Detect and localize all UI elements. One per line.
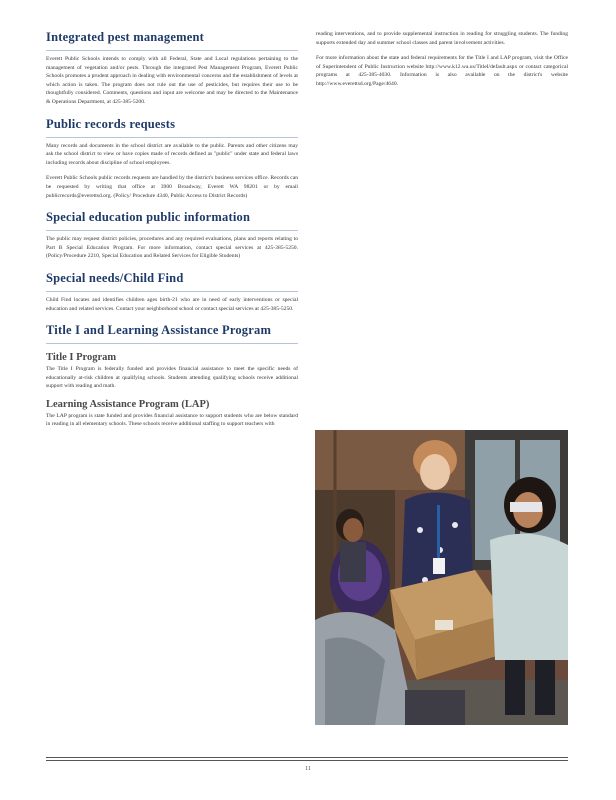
section-paragraph: Many records and documents in the school district are available to the public. Parents and other citizens may ask the school district to view or have copies made of records defined as "public" under state and federal laws including records about discipline of school employees.: [46, 142, 298, 166]
footer-rule: [46, 757, 568, 758]
subsection-heading: Learning Assistance Program (LAP): [46, 398, 210, 410]
section-paragraph: Everett Public Schools intends to comply with all Federal, State and Local regulations pertaining to the management of vegetation and/or pests. Through the integrated Pest Management Program, Everett Public Schools promotes a prudent approach in dealing with environmental concerns and the establishment of levels at which action is taken. The program does not rule out the use of pesticides, but requires their use to be thoughtfully considered. Comments, questions and input are welcome and may be directed to the Maintenance & Operations Department, at 425-385-5200.: [46, 56, 298, 105]
section-paragraph: Everett Public Schools public records requests are handled by the district's business services office. Records can be requested by writing that office at 3900 Broadway, Everett WA 98201 or by email publicrecords@everettsd.org. (Policy/ Procedure 4340, Public Access to District Records): [46, 175, 298, 199]
section-title-i-lap: [46, 323, 298, 429]
section-paragraph: Child Find locates and identifies children ages birth-21 who are in need of early interventions or special education and related services. Contact your neighborhood school or contact special services at 425-385-5250.: [46, 296, 298, 312]
section-paragraph: The LAP program is state funded and provides financial assistance to support students who are below standard in reading in all elementary schools. These schools receive additional staffing to support teachers with: [46, 412, 298, 428]
section-special-education: [46, 210, 298, 261]
students-photo: [315, 430, 568, 725]
section-paragraph: The public may request district policies, procedures and any required evaluations, plans and reports relating to Part B Special Education Program. For more information, contact special services at 425-385-5250. (Policy/Procedure 2210, Special Education and Related Services for Eligible Students): [46, 236, 298, 260]
section-heading: Title I and Learning Assistance Program: [46, 323, 298, 344]
section-paragraph: For more information about the state and federal requirements for the Title I and LAP program, visit the Office of Superintendent of Public Instruction website http://www.k12.wa.us/TitleI/default.aspx or contact categorical programs at 425-385-4030. Information is also available on the district's website http://www.everettsd.org/Page/4640.: [316, 55, 568, 87]
section-paragraph: The Title I Program is federally funded and provides financial assistance to meet the specific needs of educationally at-risk children at qualifying schools. Students attending qualifying schools receive additional support with reading and math.: [46, 366, 298, 390]
section-heading: Public records requests: [46, 117, 298, 138]
section-paragraph: reading interventions, and to provide supplemental instruction in reading for struggling students. The funding supports extended day and summer school classes and parent involvement activities.: [316, 31, 568, 46]
subsection-heading: Title I Program: [46, 352, 117, 364]
footer-rule: [46, 760, 568, 761]
left-column: [46, 30, 298, 439]
section-heading: Special education public information: [46, 210, 298, 231]
section-child-find: [46, 271, 298, 313]
section-public-records: [46, 117, 298, 201]
right-column: [316, 30, 568, 96]
section-heading: Special needs/Child Find: [46, 271, 298, 292]
section-pest-management: [46, 30, 298, 107]
page-number: 11: [305, 766, 311, 772]
section-heading: Integrated pest management: [46, 30, 298, 51]
